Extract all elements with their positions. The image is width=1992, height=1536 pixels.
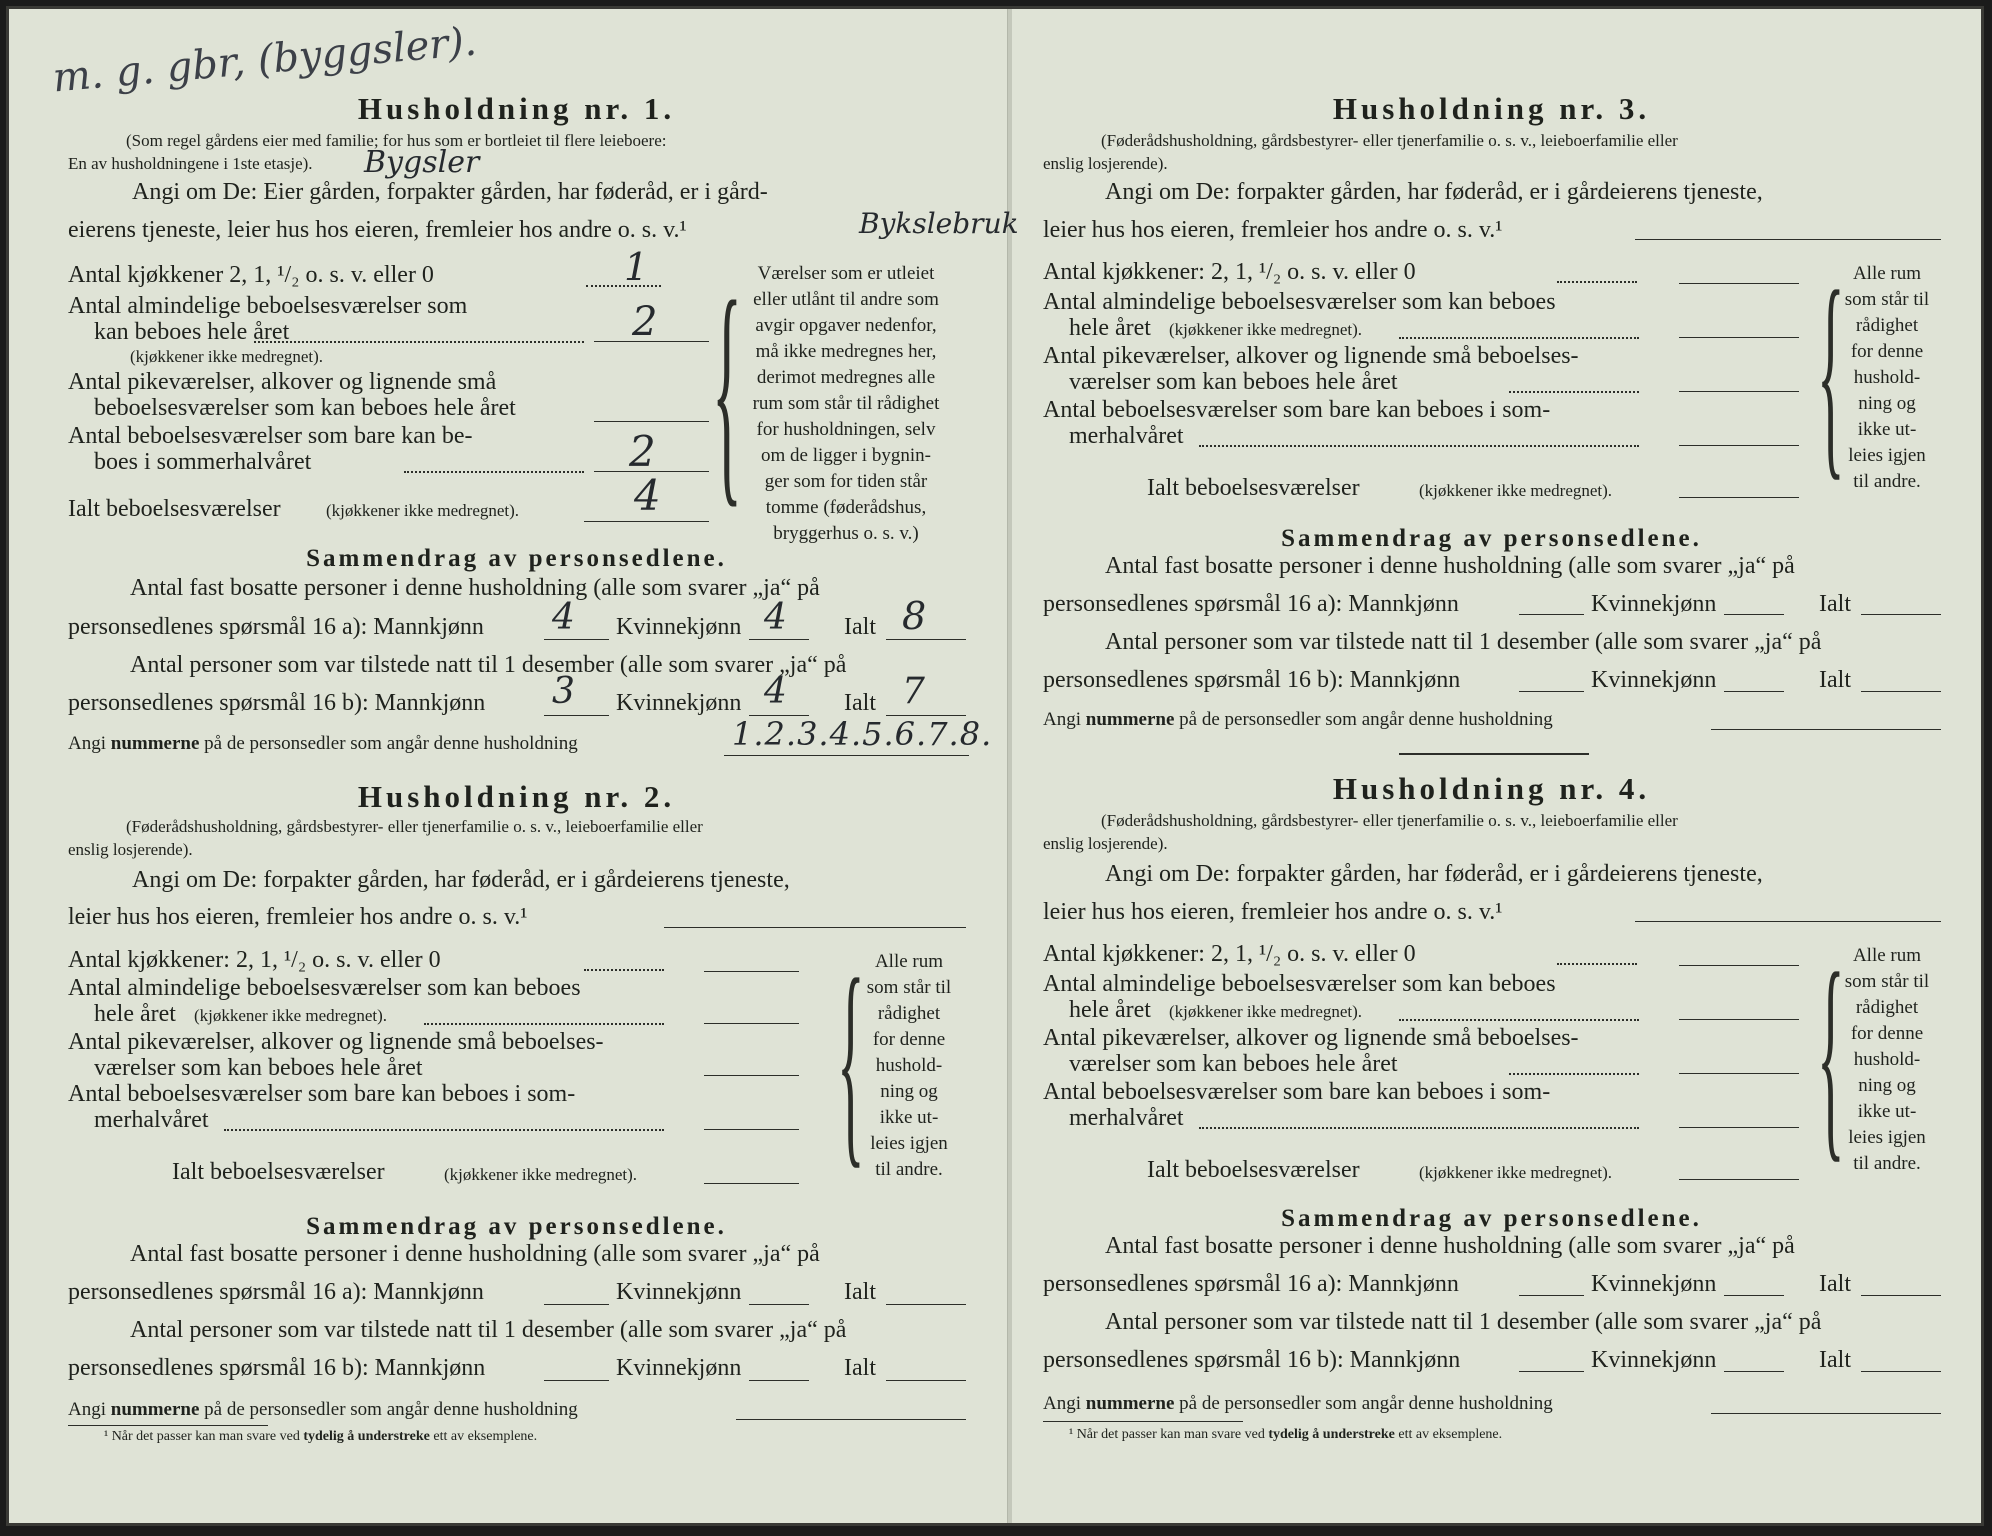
h4-sum-a-1: Antal fast bosatte personer i denne husholdning (alle som svarer „ja“ på xyxy=(1105,1233,1795,1259)
h4-q-alm-small: (kjøkkener ikke medregnet). xyxy=(1169,1002,1363,1021)
h4-note-line: ikke ut- xyxy=(1857,1101,1917,1122)
h1-note-line: for husholdningen, selv xyxy=(756,419,936,440)
h4-side-note xyxy=(1831,943,1943,1177)
h1-a-alm: 2 xyxy=(632,299,658,345)
h4-angi-nummerne: Angi nummerne på de personsedler som angår denne husholdning xyxy=(1043,1393,1553,1414)
h1-sum-a-1: Antal fast bosatte personer i denne husholdning (alle som svarer „ja“ på xyxy=(130,575,820,601)
household-3-title: Husholdning nr. 3. xyxy=(1332,91,1651,126)
h3-angi-line-1: Angi om De: forpakter gården, har føderåd, er i gårdeierens tjeneste, xyxy=(1105,179,1763,205)
h1-b-mann: 3 xyxy=(552,671,575,712)
h4-q-alm-1: Antal almindelige beboelsesværelser som kan beboes xyxy=(1043,971,1556,997)
h1-q-kjokken: Antal kjøkkener 2, 1, ¹/₂ o. s. v. eller 0 xyxy=(68,262,434,288)
h3-h4-separator xyxy=(1399,753,1589,755)
margin-note-handwritten: m. g. gbr, (byggsler). xyxy=(50,18,479,102)
h4-q-pike-2: værelser som kan beboes hele året xyxy=(1069,1051,1398,1077)
h1-note-line: eller utlånt til andre som xyxy=(753,289,939,310)
h1-hw-bykslebruk: Bykslebruk xyxy=(859,207,1019,240)
h2-sum-a-2: personsedlenes spørsmål 16 a): Mannkjønn xyxy=(68,1279,484,1305)
h2-q-sommer-1: Antal beboelsesværelser som bare kan beboes i som- xyxy=(68,1081,576,1107)
h3-q-alm-small: (kjøkkener ikke medregnet). xyxy=(1169,320,1363,339)
h1-q-sommer-1: Antal beboelsesværelser som bare kan be- xyxy=(68,423,473,449)
h4-intro-2: enslig losjerende). xyxy=(1043,834,1168,853)
h3-sum-b-2: personsedlenes spørsmål 16 b): Mannkjønn xyxy=(1043,667,1461,693)
h1-hw-bygsler: Bygsler xyxy=(364,145,480,180)
household-2-title: Husholdning nr. 2. xyxy=(357,779,676,814)
h1-a-kvinne: 4 xyxy=(764,597,787,638)
h3-q-kjokken: Antal kjøkkener: 2, 1, ¹/₂ o. s. v. eller 0 xyxy=(1043,259,1416,285)
h1-note-line: må ikke medregnes her, xyxy=(755,341,937,362)
right-page xyxy=(1039,9,1944,1523)
household-4-title: Husholdning nr. 4. xyxy=(1332,771,1651,806)
h1-brace: { xyxy=(712,251,742,528)
h1-ialt-a: Ialt xyxy=(844,614,876,640)
h1-q-ialt: Ialt beboelsesværelser xyxy=(68,496,281,522)
h1-sum-b-2: personsedlenes spørsmål 16 b): Mannkjønn xyxy=(68,690,486,716)
h2-brace: { xyxy=(837,932,865,1187)
h3-intro-1: (Føderådshusholdning, gårdsbestyrer- eller tjenerfamilie o. s. v., leieboerfamilie eller xyxy=(1101,131,1678,150)
h4-kvinne-a: Kvinnekjønn xyxy=(1591,1271,1717,1297)
h3-note-line: ikke ut- xyxy=(1857,419,1917,440)
h2-note-line: hushold- xyxy=(875,1055,943,1076)
h2-intro-1: (Føderådshusholdning, gårdsbestyrer- eller tjenerfamilie o. s. v., leieboerfamilie eller xyxy=(126,817,703,836)
h1-kvinne-a: Kvinnekjønn xyxy=(616,614,742,640)
h3-q-ialt-small: (kjøkkener ikke medregnet). xyxy=(1419,481,1613,500)
h1-q-pike-2: beboelsesværelser som kan beboes hele året xyxy=(94,395,516,421)
h1-b-ialt: 7 xyxy=(902,671,925,712)
h4-note-line: for denne xyxy=(1850,1023,1924,1044)
h1-a-kjokken: 1 xyxy=(624,245,649,289)
h1-q-sommer-2: boes i sommerhalvåret xyxy=(94,449,312,475)
h1-note-line: om de ligger i bygnin- xyxy=(761,445,931,466)
h3-note-line: leies igjen xyxy=(1848,445,1926,466)
h1-kvinne-b: Kvinnekjønn xyxy=(616,690,742,716)
h3-ialt-a: Ialt xyxy=(1819,591,1851,617)
h4-note-line: ning og xyxy=(1858,1075,1916,1096)
h2-q-pike-1: Antal pikeværelser, alkover og lignende små beboelses- xyxy=(68,1029,604,1055)
h1-side-note xyxy=(726,261,966,547)
household-1-title: Husholdning nr. 1. xyxy=(357,91,676,126)
h1-b-kvinne: 4 xyxy=(764,671,787,712)
h1-sum-a-2: personsedlenes spørsmål 16 a): Mannkjønn xyxy=(68,614,484,640)
h1-q-ialt-small: (kjøkkener ikke medregnet). xyxy=(326,501,520,520)
h4-summary-title: Sammendrag av personsedlene. xyxy=(1281,1205,1702,1232)
h4-q-sommer-1: Antal beboelsesværelser som bare kan beboes i som- xyxy=(1043,1079,1551,1105)
h3-sum-b-1: Antal personer som var tilstede natt til 1 desember (alle som svarer „ja“ på xyxy=(1105,629,1822,655)
h2-q-sommer-2: merhalvåret xyxy=(94,1107,209,1133)
h2-angi-line-2: leier hus hos eieren, fremleier hos andre o. s. v.¹ xyxy=(68,904,528,930)
h4-sum-a-2: personsedlenes spørsmål 16 a): Mannkjønn xyxy=(1043,1271,1459,1297)
h1-q-alm-1: Antal almindelige beboelsesværelser som xyxy=(68,293,468,319)
left-page xyxy=(50,9,1019,1523)
h1-a-ialt: 4 xyxy=(634,471,661,520)
h4-footnote: ¹ Når det passer kan man svare ved tydelig å understreke ett av eksemplene. xyxy=(1069,1427,1503,1442)
h4-q-ialt: Ialt beboelsesværelser xyxy=(1147,1157,1360,1183)
h2-footnote: ¹ Når det passer kan man svare ved tydelig å understreke ett av eksemplene. xyxy=(104,1429,538,1444)
h1-note-line: bryggerhus o. s. v.) xyxy=(773,523,919,544)
h2-note-line: rådighet xyxy=(877,1003,941,1024)
h1-a-sommer: 2 xyxy=(629,427,656,476)
h4-angi-line-2: leier hus hos eieren, fremleier hos andre o. s. v.¹ xyxy=(1043,899,1503,925)
h3-intro-2: enslig losjerende). xyxy=(1043,154,1168,173)
h1-intro-2: En av husholdningene i 1ste etasje). xyxy=(68,154,313,173)
h2-sum-b-2: personsedlenes spørsmål 16 b): Mannkjønn xyxy=(68,1355,486,1381)
h4-note-line: hushold- xyxy=(1853,1049,1921,1070)
h2-sum-b-1: Antal personer som var tilstede natt til 1 desember (alle som svarer „ja“ på xyxy=(130,1317,847,1343)
h1-a-ialt-a: 8 xyxy=(902,594,927,638)
h1-note-line: Værelser som er utleiet xyxy=(757,263,935,284)
h1-angi-nummerne: Angi nummerne på de personsedler som angår denne husholdning xyxy=(68,733,578,754)
h4-note-line: leies igjen xyxy=(1848,1127,1926,1148)
h4-sum-b-2: personsedlenes spørsmål 16 b): Mannkjønn xyxy=(1043,1347,1461,1373)
h3-angi-nummerne: Angi nummerne på de personsedler som angår denne husholdning xyxy=(1043,709,1553,730)
h1-note-line: derimot medregnes alle xyxy=(756,367,936,388)
h2-note-line: ikke ut- xyxy=(879,1107,939,1128)
h2-ialt-b: Ialt xyxy=(844,1355,876,1381)
h2-note-line: ning og xyxy=(880,1081,938,1102)
h1-note-line: ger som for tiden står xyxy=(764,471,928,492)
h1-note-line: tomme (føderådshus, xyxy=(765,497,927,518)
h2-intro-2: enslig losjerende). xyxy=(68,840,193,859)
h3-note-line: rådighet xyxy=(1855,315,1919,336)
h4-brace: { xyxy=(1817,926,1845,1181)
h2-note-line: som står til xyxy=(866,977,952,998)
h2-angi-nummerne: Angi nummerne på de personsedler som angår denne husholdning xyxy=(68,1399,578,1420)
h3-side-note xyxy=(1831,261,1943,495)
h3-ialt-b: Ialt xyxy=(1819,667,1851,693)
h1-a-mann: 4 xyxy=(552,597,575,638)
h4-sum-b-1: Antal personer som var tilstede natt til 1 desember (alle som svarer „ja“ på xyxy=(1105,1309,1822,1335)
h3-sum-a-1: Antal fast bosatte personer i denne husholdning (alle som svarer „ja“ på xyxy=(1105,553,1795,579)
h4-q-kjokken: Antal kjøkkener: 2, 1, ¹/₂ o. s. v. eller 0 xyxy=(1043,941,1416,967)
h2-angi-line-1: Angi om De: forpakter gården, har føderåd, er i gårdeierens tjeneste, xyxy=(132,867,790,893)
h2-kvinne-a: Kvinnekjønn xyxy=(616,1279,742,1305)
h2-note-line: til andre. xyxy=(875,1159,943,1180)
h4-intro-1: (Føderådshusholdning, gårdsbestyrer- eller tjenerfamilie o. s. v., leieboerfamilie eller xyxy=(1101,811,1678,830)
h3-note-line: ning og xyxy=(1858,393,1916,414)
h2-q-ialt-small: (kjøkkener ikke medregnet). xyxy=(444,1165,638,1184)
h1-summary-title: Sammendrag av personsedlene. xyxy=(306,545,727,572)
h4-q-pike-1: Antal pikeværelser, alkover og lignende små beboelses- xyxy=(1043,1025,1579,1051)
h2-q-alm-1: Antal almindelige beboelsesværelser som kan beboes xyxy=(68,975,581,1001)
census-form-sheet xyxy=(6,6,1984,1526)
h3-summary-title: Sammendrag av personsedlene. xyxy=(1281,525,1702,552)
h4-q-sommer-2: merhalvåret xyxy=(1069,1105,1184,1131)
h2-q-ialt: Ialt beboelsesværelser xyxy=(172,1159,385,1185)
h4-note-line: til andre. xyxy=(1853,1153,1921,1174)
h2-note-line: Alle rum xyxy=(874,951,944,972)
h1-note-line: avgir opgaver nedenfor, xyxy=(755,315,937,336)
h4-ialt-a: Ialt xyxy=(1819,1271,1851,1297)
h2-side-note xyxy=(849,949,969,1183)
h4-q-alm-2: hele året xyxy=(1069,997,1151,1023)
h3-q-sommer-1: Antal beboelsesværelser som bare kan beboes i som- xyxy=(1043,397,1551,423)
h1-nummerne-hw: 1.2.3.4.5.6.7.8. xyxy=(732,715,993,753)
h3-q-pike-2: værelser som kan beboes hele året xyxy=(1069,369,1398,395)
h3-kvinne-b: Kvinnekjønn xyxy=(1591,667,1717,693)
h2-ialt-a: Ialt xyxy=(844,1279,876,1305)
h4-angi-line-1: Angi om De: forpakter gården, har føderåd, er i gårdeierens tjeneste, xyxy=(1105,861,1763,887)
h3-note-line: til andre. xyxy=(1853,471,1921,492)
h2-q-kjokken: Antal kjøkkener: 2, 1, ¹/₂ o. s. v. eller 0 xyxy=(68,947,441,973)
h2-sum-a-1: Antal fast bosatte personer i denne husholdning (alle som svarer „ja“ på xyxy=(130,1241,820,1267)
h3-note-line: for denne xyxy=(1850,341,1924,362)
h3-sum-a-2: personsedlenes spørsmål 16 a): Mannkjønn xyxy=(1043,591,1459,617)
h1-angi-line-1: Angi om De: Eier gården, forpakter gården, har føderåd, er i gård- xyxy=(132,179,768,205)
h4-note-line: rådighet xyxy=(1855,997,1919,1018)
h1-q-pike-1: Antal pikeværelser, alkover og lignende små xyxy=(68,369,497,395)
h1-sum-b-1: Antal personer som var tilstede natt til 1 desember (alle som svarer „ja“ på xyxy=(130,652,847,678)
h3-kvinne-a: Kvinnekjønn xyxy=(1591,591,1717,617)
h3-q-pike-1: Antal pikeværelser, alkover og lignende små beboelses- xyxy=(1043,343,1579,369)
h3-q-sommer-2: merhalvåret xyxy=(1069,423,1184,449)
h3-brace: { xyxy=(1817,244,1845,499)
h2-note-line: leies igjen xyxy=(870,1133,948,1154)
h3-note-line: Alle rum xyxy=(1852,263,1922,284)
h1-q-alm-2: kan beboes hele året xyxy=(94,319,290,345)
h4-kvinne-b: Kvinnekjønn xyxy=(1591,1347,1717,1373)
h3-q-ialt: Ialt beboelsesværelser xyxy=(1147,475,1360,501)
h3-angi-line-2: leier hus hos eieren, fremleier hos andre o. s. v.¹ xyxy=(1043,217,1503,243)
h4-note-line: som står til xyxy=(1844,971,1930,992)
h4-ialt-b: Ialt xyxy=(1819,1347,1851,1373)
h3-q-alm-2: hele året xyxy=(1069,315,1151,341)
h2-q-pike-2: værelser som kan beboes hele året xyxy=(94,1055,423,1081)
h1-q-alm-3: (kjøkkener ikke medregnet). xyxy=(130,347,324,366)
h2-summary-title: Sammendrag av personsedlene. xyxy=(306,1213,727,1240)
h2-q-alm-2: hele året xyxy=(94,1001,176,1027)
h1-intro-1: (Som regel gårdens eier med familie; for hus som er bortleiet til flere leieboere: xyxy=(126,131,667,150)
h2-kvinne-b: Kvinnekjønn xyxy=(616,1355,742,1381)
h2-note-line: for denne xyxy=(872,1029,946,1050)
h1-note-line: rum som står til rådighet xyxy=(752,393,940,414)
h2-q-alm-small: (kjøkkener ikke medregnet). xyxy=(194,1006,388,1025)
h3-q-alm-1: Antal almindelige beboelsesværelser som kan beboes xyxy=(1043,289,1556,315)
h3-note-line: hushold- xyxy=(1853,367,1921,388)
h4-q-ialt-small: (kjøkkener ikke medregnet). xyxy=(1419,1163,1613,1182)
h4-note-line: Alle rum xyxy=(1852,945,1922,966)
h1-angi-line-2: eierens tjeneste, leier hus hos eieren, fremleier hos andre o. s. v.¹ xyxy=(68,217,687,243)
h1-ialt-b: Ialt xyxy=(844,690,876,716)
h3-note-line: som står til xyxy=(1844,289,1930,310)
